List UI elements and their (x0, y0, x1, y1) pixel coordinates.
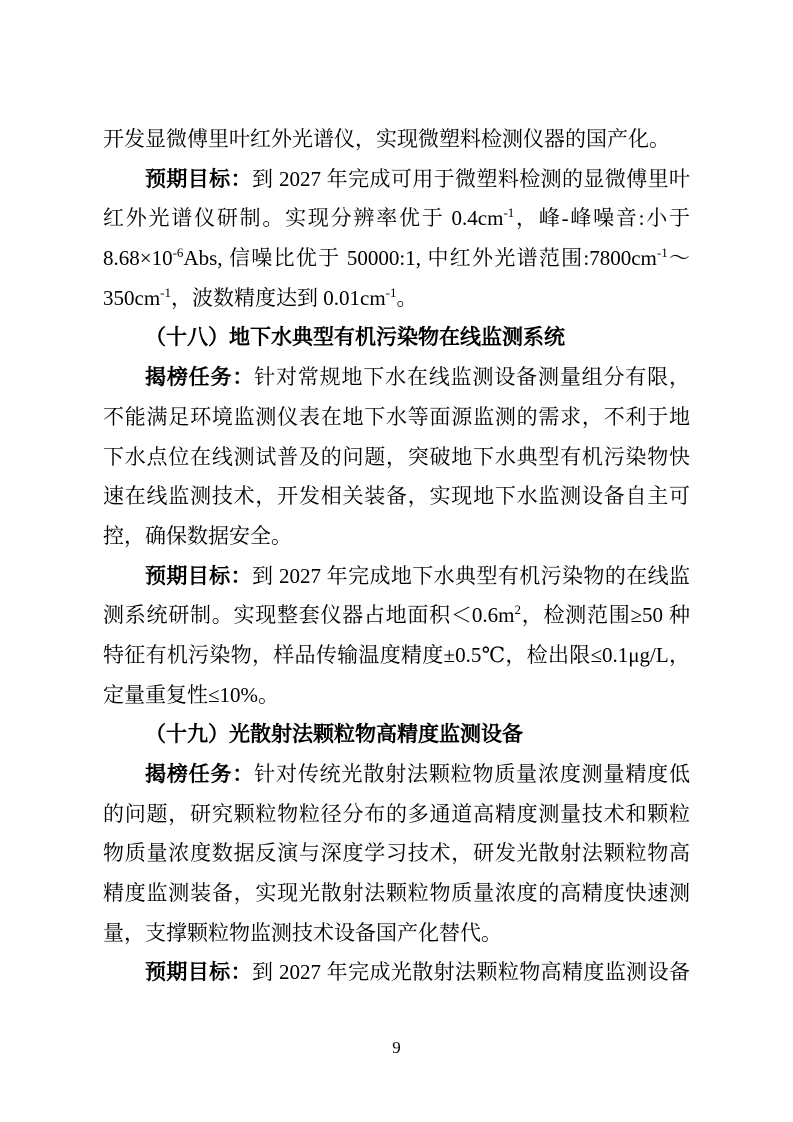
text-run: ，峰-峰噪音:小于 (514, 206, 691, 231)
bold-run: 预期目标： (145, 960, 252, 985)
superscript-text: 2 (514, 602, 522, 618)
bold-run: 预期目标： (145, 166, 252, 191)
text-run: 8.68×10 (103, 246, 173, 271)
text-line (103, 477, 690, 517)
text-line (103, 596, 690, 636)
text-line (103, 199, 690, 239)
superscript-text: -1 (385, 284, 397, 300)
text-line (103, 953, 690, 993)
page-number: 9 (392, 1038, 401, 1057)
text-run: 针对常规地下水在线监测设备测量组分有限， (254, 365, 691, 390)
text-line (103, 834, 690, 874)
text-run: 控，确保数据安全。 (103, 523, 292, 548)
superscript-text: -1 (656, 245, 668, 261)
bold-run: 揭榜任务： (145, 762, 255, 786)
text-run: 特征有机污染物，样品传输温度精度±0.5℃，检出限≤0.1μg/L， (103, 642, 690, 667)
text-run: 下水点位在线测试普及的问题，突破地下水典型有机污染物快 (103, 444, 690, 469)
text-run: 针对传统光散射法颗粒物质量浓度测量精度低 (254, 762, 691, 786)
text-line (103, 358, 690, 398)
text-run: 定量重复性≤10%。 (103, 682, 280, 707)
bold-run: （十八）地下水典型有机污染物在线监测系统 (145, 325, 565, 350)
text-run: 开发显微傅里叶红外光谱仪，实现微塑料检测仪器的国产化。 (103, 127, 670, 151)
section-heading (103, 715, 690, 755)
text-run: 到 2027 年完成光散射法颗粒物高精度监测设备 (251, 960, 691, 985)
text-line (103, 120, 690, 160)
text-run: Abs, 信噪比优于 50000:1, 中红外光谱范围:7800cm (183, 246, 657, 271)
text-run: 。 (396, 285, 418, 310)
text-line (103, 636, 690, 676)
text-line (103, 160, 690, 200)
text-run: 不能满足环境监测仪表在地下水等面源监测的需求，不利于地 (103, 404, 690, 429)
text-line (103, 398, 690, 438)
text-line (103, 874, 690, 914)
text-run: ～ (667, 246, 691, 271)
text-line (103, 755, 690, 795)
bold-run: 揭榜任务： (145, 365, 255, 390)
text-line (103, 239, 690, 279)
document-text-body (103, 120, 690, 993)
text-run: ，波数精度达到 0.01cm (171, 285, 386, 310)
superscript-text: -1 (503, 205, 515, 221)
text-line (103, 795, 690, 835)
text-line (103, 914, 690, 954)
text-run: ，检测范围≥50 种 (521, 603, 690, 628)
superscript-text: -6 (172, 245, 184, 261)
text-run: 350cm (103, 285, 161, 310)
text-line (103, 438, 690, 478)
text-run: 到 2027 年完成地下水典型有机污染物的在线监 (251, 563, 691, 588)
bold-run: （十九）光散射法颗粒物高精度监测设备 (145, 722, 523, 747)
text-line (103, 557, 690, 597)
bold-run: 预期目标： (145, 563, 252, 588)
text-run: 物质量浓度数据反演与深度学习技术，研发光散射法颗粒物高 (103, 841, 690, 866)
text-run: 量，支撑颗粒物监测技术设备国产化替代。 (103, 920, 502, 945)
text-line (103, 676, 690, 716)
text-line (103, 517, 690, 557)
superscript-text: -1 (160, 284, 171, 300)
text-run: 红外光谱仪研制。实现分辨率优于 0.4cm (103, 206, 504, 231)
text-line (103, 279, 690, 319)
text-run: 精度监测装备，实现光散射法颗粒物质量浓度的高精度快速测 (103, 881, 690, 906)
text-run: 速在线监测技术，开发相关装备，实现地下水监测设备自主可 (103, 484, 690, 509)
text-run: 测系统研制。实现整套仪器占地面积＜0.6m (103, 603, 515, 628)
text-run: 到 2027 年完成可用于微塑料检测的显微傅里叶 (251, 166, 691, 191)
text-run: 的问题，研究颗粒物粒径分布的多通道高精度测量技术和颗粒 (103, 801, 690, 826)
section-heading (103, 318, 690, 358)
